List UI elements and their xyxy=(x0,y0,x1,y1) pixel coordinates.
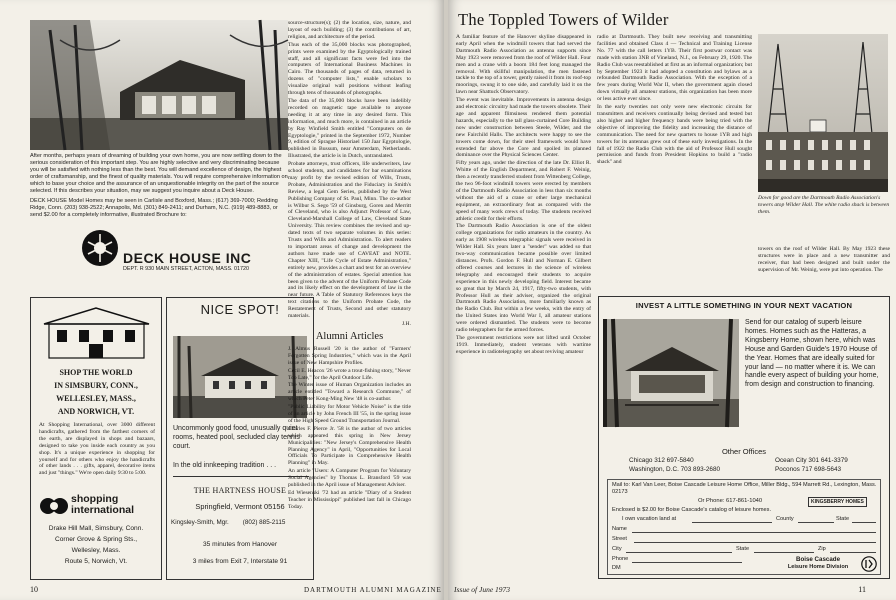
city-label: City xyxy=(612,546,622,552)
paragraph: The event was inevitable. Improvements in antenna design and electronic circuitry had made the towers obsolete. Their age and apparent flimsiness rendered them potential hazards, especially to the tall glass-curtained Core Building now under construction between Steele, Wilder, and the new Fairchild Halls. The architects were happy to see the towers come down, for their steel framework would have extended far above the Core and spoiled its planned dominance over the Physical Sciences Center. xyxy=(456,97,591,159)
paragraph: Ed Wiesenski '72 had an article "Diary of a Student Teacher in Mississippi" published last fall in Chicago Today. xyxy=(288,490,411,510)
deck-house-body: DECK HOUSE Model Homes may be seen in Carlisle and Boxford, Mass.; (617) 369-7000; Redding Ridge, Conn. (203) 938-2522; Annapolis, Md. (301) 849-2411; and Durham, N.C. (919) 489-8883, or send $2.00 for a completely informative, illustrated Brochure to: xyxy=(30,198,278,218)
vacation-ad xyxy=(598,296,890,579)
county-field[interactable] xyxy=(798,522,834,523)
dm-code: DM xyxy=(612,565,621,571)
other-offices-title: Other Offices xyxy=(721,447,767,456)
boise-cascade-name: Boise Cascade xyxy=(795,556,841,563)
shop-brand: shopping international xyxy=(71,493,135,516)
shop-address-1: Drake Hill Mall, Simsbury, Conn. xyxy=(48,525,144,532)
paragraph: Probate attorneys, trust officers, life underwriters, law school students, and candidates for bar examinations may profit by the revised edition of Wills, Trusts, Probate, Administration and the Fiduciary in Smith's Review, a legal Gem Series, published by the West Publishing Company of St. Paul, Minn. The co-author is Wilbur S. Sego '59 of Ginsburg, Goren and Merritt of Cleveland, who is also Adjunct Professor of Law, Cleveland-Marshall College of Law, Cleveland State University. This review combines the revised and up-dated texts of two separate volumes in this series: Trusts and Wills and Administration. To alert readers to important areas of change and development the authors have made use of CAVEAT and NOTE. Chapter XIII, "Life Cycle of Estate Administration," entirely new, provides a chart and text for an overview of the administration of estates. Special attention has been given to the advent of the Uniform Probate Code and its likely effect on the development of law in the near future. A Table of Statutory References keys the text citations to the Uniform Probate Code, the Restatement of Trusts, Second and other statutory materials. xyxy=(288,161,411,320)
shop-headline-3: WELLESLEY, MASS., xyxy=(56,394,136,403)
coupon-mail-to: Mail to: Karl Van Leer, Boise Cascade Leisure Home Office, Miller Bldg., 594 Marrett Rd., Lexington, Mass. 02173 xyxy=(612,482,877,495)
hartness-name: THE HARTNESS HOUSE xyxy=(193,486,287,495)
paragraph: "Public Liability for Motor Vehicle Noise" is the title of an article by John French III '55, in the spring issue of the High Speed Ground Transportation Journal. xyxy=(288,404,411,424)
name-label: Name xyxy=(612,526,627,532)
paragraph: Thus each of the 35,000 blocks was photographed, prints were examined by the Egyptologically trained staff, and all significant facts were fed into the computers of International Business Machines in Cairo. The thousands of pages of data, returned in dozens of "computer lists," enable scholars to visualize original wall positions without leafing through tens of thousands of photographs. xyxy=(288,41,411,97)
hartness-headline: NICE SPOT! xyxy=(200,302,280,317)
name-field[interactable] xyxy=(632,532,876,533)
vacation-ad-headline: INVEST A LITTLE SOMETHING IN YOUR NEXT VACATION xyxy=(635,301,853,310)
hartness-distance-1: 35 minutes from Hanover xyxy=(202,541,278,548)
hartness-distance-2: 3 miles from Exit 7, Interstate 91 xyxy=(192,558,288,565)
wilder-hall-photo xyxy=(758,34,888,192)
state2-label: State xyxy=(736,546,750,552)
deck-house-address: DEPT. R 930 MAIN STREET, ACTON, MASS. 01720 xyxy=(123,266,250,272)
page-number-right: 11 xyxy=(858,585,866,594)
shopping-international-logo-icon xyxy=(39,496,69,516)
county-label: County xyxy=(776,516,794,522)
shop-headline-4: AND NORWICH, VT. xyxy=(57,407,135,416)
shop-body: At Shopping International, over 3000 different handicrafts, gathered from the farthest corners of the earth, are displayed in shops and bazaars, designed to take you inside each country as you shop. It's a unique experience in shopping for yourself and for others who enjoy the handicrafts of other lands . . . gifts, apparel, decorative items and just "things." We're open daily 9:30 to 5:00. xyxy=(39,422,155,477)
hartness-contact: Kingsley-Smith, Mgr. (802) 885-2115 xyxy=(171,519,286,526)
hartness-tradition: In the old innkeeping tradition . . . xyxy=(173,462,277,469)
article-column-3: towers on the roof of Wilder Hall. By May 1923 these structures were in place and a new transmitter and receiver, that had been designed and built under the supervision of Mr. Weinig, were put into operation. The xyxy=(758,246,890,273)
coupon-phone: Or Phone: 617-861-1040 xyxy=(698,498,763,504)
shop-address-2: Corner Grove & Spring Sts., xyxy=(54,536,138,543)
hartness-location: Springfield, Vermont 05156 xyxy=(195,502,285,511)
vacation-ad-body: Send for our catalog of superb leisure homes. Homes such as the Hatteras, a Kingsberry Home, shown here, which was House and Garden Guide's 1970 House of the Year. Homes that are ideally suited for your land — no matter where it is. We can handle every aspect of building your home, from design and construction to financing. xyxy=(745,319,879,389)
deck-house-ad xyxy=(30,20,288,278)
state-field[interactable] xyxy=(852,522,876,523)
paragraph: Charles F. Pierce Jr. '58 is the author of two articles which appeared this spring in New Jersey Municipalities: "New Jersey's Comprehensive Health Planning Agency" in April, "Opportunities for Local Officials To Participate in Comprehensive Health Planning" in May. xyxy=(288,425,411,467)
paragraph: Fifty years ago, under the direction of the late Dr. Elliot R. Whitte of the English Department, and Robert F. Weinig, then a recently transferred student from Wittenberg College, the two 96-foot windmill towers were erected by members of the Dartmouth Radio Association in less than six months without the aid of a crane or other large mechanical equipment, an extraordinary feat as compared with the speed of many work crews of today. The students received athletic credit for their efforts. xyxy=(456,160,591,222)
hatteras-home-photo xyxy=(605,319,739,427)
page-number-left: 10 xyxy=(30,585,38,594)
kingsberry-logo: KINGSBERRY HOMES xyxy=(808,497,867,507)
paragraph: J. Almus Russell '20 is the author of "Farmers' Forgotten Spring Industries," which was in the April issue of New Hampshire Profiles. xyxy=(288,345,411,366)
magazine-footer: DARTMOUTH ALUMNI MAGAZINE xyxy=(304,586,442,594)
own-land-label: I own vacation land at xyxy=(622,516,677,522)
office-washington: Washington, D.C. 703 893-2680 xyxy=(629,466,721,473)
shop-address-4: Route 5, Norwich, Vt. xyxy=(64,558,128,565)
paragraph: The data of the 35,000 blocks have been indelibly recorded on magnetic tape available to anyone needing it at any time in any desired form. This information, and much more, is contained in an article by Ray Winfield Smith entitled "Computers on de Egyptologie," printed in the September 1972, Number 9, edition of Sprague Historiael 150 Jaar Egyptologie, published in Bussum, near Amsterdam, Netherlands. Illustrated, the article is in Dutch, untranslated. xyxy=(288,97,411,160)
article-column-1 xyxy=(456,34,591,570)
hartness-house-photo xyxy=(173,336,307,418)
state2-field[interactable] xyxy=(754,552,814,553)
deck-house-brand: DECK HOUSE INC xyxy=(123,250,252,266)
shopping-ad xyxy=(30,297,162,580)
paragraph: The government restrictions were not lifted until October 1919. Immediately, student veterans with wartime experience in radiotelegraphy set about reviving amateur xyxy=(456,334,591,355)
city-field[interactable] xyxy=(626,552,732,553)
street-label: Street xyxy=(612,536,627,542)
shop-headline-1: SHOP THE WORLD xyxy=(59,368,133,377)
paragraph: radio at Dartmouth. They built new receiving and transmitting facilities and obtained Class 4 — Technical and Training License No. 77 with the call letters 1YB. Their first postwar contact was made with station 3NB of Vineland, N.J., on February 29, 1920. The Radio Club was reestablished at first as an informal organization; but by September 1923 it had adopted a constitution and bylaws as a refounded Dartmouth Radio Association. With the exception of a few years during World War II, when the government again closed down virtually all amateur stations, this organization has been more or less active ever since. xyxy=(597,34,752,103)
article-initials: J.H. xyxy=(401,320,411,327)
paragraph: An article "Users: A Computer Program for Voluntary Social Agencies" by Thomas L. Bransford '59 was published in the April issue of Management Adviser. xyxy=(288,468,411,489)
shop-building-photo xyxy=(39,304,154,362)
boise-cascade-division: Leisure Home Division xyxy=(787,564,849,570)
left-article-column xyxy=(288,20,411,568)
deck-house-logo-icon xyxy=(80,228,120,268)
photo-caption: Down for good are the Dartmouth Radio Association's towers atop Wilder Hall. The white radio shack is between them. xyxy=(758,195,890,215)
phone-field[interactable] xyxy=(632,562,742,563)
shop-address-3: Wellesley, Mass. xyxy=(71,547,121,554)
issue-footer: Issue of June 1973 xyxy=(454,585,511,594)
paragraph: source-structure(s); (2) the location, size, nature, and layout of each building; (3) the contributions of art, religion, and architecture of the period. xyxy=(288,20,411,40)
office-poconos: Poconos 717 698-5643 xyxy=(775,466,842,473)
paragraph: The Winter issue of Human Organization includes an article entitled "Toward a Research Commune," of which Peter Kong-Ming New '48 is co-author. xyxy=(288,382,411,403)
office-ocean-city: Ocean City 301 641-3379 xyxy=(775,457,848,464)
paragraph: Cecil E. Heacox '26 wrote a trout-fishing story, "Never Too Late," for the April Outdoor Life. xyxy=(288,367,411,381)
coupon-enclosed: Enclosed is $2.00 for Boise Cascade's catalog of leisure homes. xyxy=(612,507,772,513)
paragraph: In the early twenties not only were new electronic circuits for transmitters and receivers continually being devised and tested but also higher and higher frequency bands were being tried with the objective of improving the fidelity and increasing the distance of communication. The need for new quarters to house 1YB and high towers for its antennas grew out of these early investigations. In the fall of 1922 the Radio Club with the aid of Professor Hull sought permission and funds from President Hopkins to build a "radio shack" and xyxy=(597,104,752,166)
boise-cascade-logo-icon xyxy=(861,556,877,572)
shop-headline-2: IN SIMSBURY, CONN., xyxy=(54,381,138,390)
paragraph: A familiar feature of the Hanover skyline disappeared in early April when the windmill towers that had served the Dartmouth Radio Association as antenna supports since May 1923 were removed from the roof of Wilder Hall. Four men and a crane with a boom 184 feet long managed the removal. With skillful manipulation, the men fastened tackle to the top of a tower, gently raised it from its roof-top moorings, swung it to one side, and carefully laid it on the lawn near Shattuck Observatory. xyxy=(456,34,591,96)
article-title: The Toppled Towers of Wilder xyxy=(458,10,669,29)
mail-coupon[interactable] xyxy=(607,479,881,575)
office-chicago: Chicago 312 697-5840 xyxy=(629,457,694,464)
zip-label: Zip xyxy=(818,546,826,552)
deck-house-photo xyxy=(30,20,288,150)
state-label: State xyxy=(836,516,850,522)
own-land-field[interactable] xyxy=(692,522,772,523)
street-field[interactable] xyxy=(634,542,876,543)
phone-label: Phone xyxy=(612,556,629,562)
zip-field[interactable] xyxy=(830,552,876,553)
left-page xyxy=(0,0,444,600)
hartness-body: Uncommonly good food, unusually quiet rooms, heated pool, secluded clay tennis court. xyxy=(173,425,300,450)
paragraph: The Dartmouth Radio Association is one of the oldest college organizations for radio amateurs in the country. As early as 1908 wireless telegraphic signals were received in Wilder Hall. Six years later a "sender" was added so that two-way communication became possible over limited distances. Profs. Gordon F. Hull and Norman E. Gilbert offered courses and lectures in the science of wireless telegraphy and encouraged their students to acquire experience in this newly developing field. Interest became so great that by March 24, 1917, fifty-two students, with Professor Hull as their adviser, organized the original Dartmouth Radio Association, more familiarly known as the Radio Club. But within a few weeks, with the entry of the United States into World War I, all amateur stations were ordered dismantled. The students were to become radio telegraphers for the armed forces. xyxy=(456,223,591,334)
deck-house-caption: After months, perhaps years of dreaming of building your own home, you are now settling down to the serious consideration of this important step. You are highly selective and very discriminating because you will be satisfied with nothing less than the best. You will demand excellence of design, the highest order of craftsmanship, and the finest of quality materials. You will require comprehensive information on which to base your choice and the assurance of an unquestionable integrity on the part of the source selected. If this describes your situation, may we suggest you inquire about a Deck House. xyxy=(30,153,288,194)
article-column-2 xyxy=(597,34,752,292)
alumni-articles-heading: Alumni Articles xyxy=(315,330,384,342)
